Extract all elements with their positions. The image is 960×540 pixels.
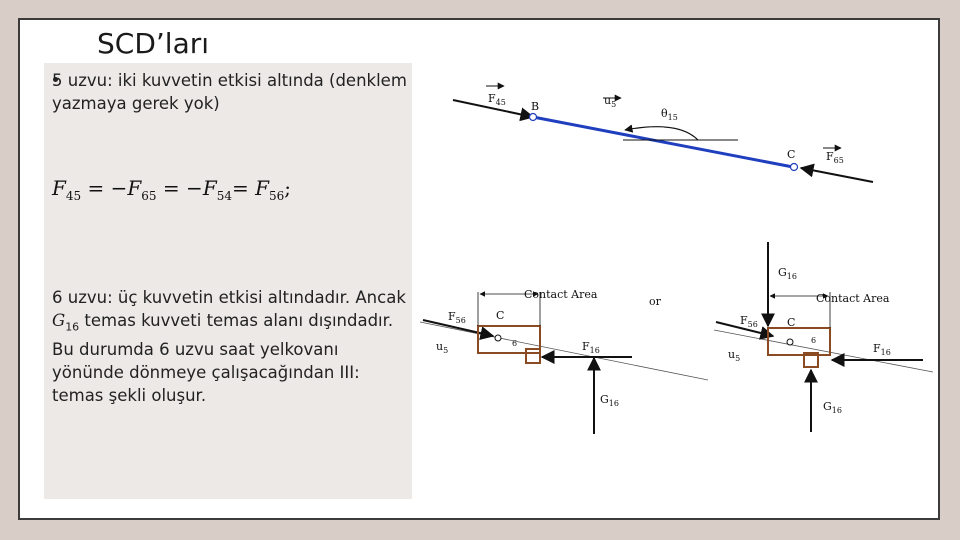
- label-link6: 6: [811, 336, 817, 345]
- label-u5: $u_5$: [604, 94, 617, 109]
- label-C: C: [787, 316, 796, 329]
- slide-line: [420, 322, 708, 380]
- paragraph-link6: 6 uzvu: üç kuvvetin etkisi altındadır. Ancak $G_{16}$ temas kuvveti temas alanı dışındadır. Bu durumda 6 uzvu saat yelkovanı yönünde dönmeye çalışacağından III: temas şekli oluşur.: [52, 288, 406, 406]
- label-u5: $u_5$: [728, 348, 741, 363]
- force-equation: $F_{45} = -F_{65} = -F_{54}= F_{56}$;: [52, 176, 292, 203]
- joint-C: [791, 164, 798, 171]
- link5-bar: [533, 117, 796, 167]
- label-G16-prime: $G_{16}$: [778, 266, 797, 281]
- slider-foot: [526, 349, 540, 363]
- label-F16: $F_{16}$: [582, 340, 600, 355]
- label-F16: $F_{16}$: [873, 342, 891, 357]
- force-arrow-F65: [801, 168, 873, 182]
- paragraph-link5: 5 uzvu: iki kuvvetin etkisi altında (denklem yazmaya gerek yok): [52, 71, 407, 113]
- joint-B: [530, 114, 537, 121]
- slide-line: [714, 330, 933, 372]
- joint-C: [495, 335, 501, 341]
- label-u5: $u_5$: [436, 340, 449, 355]
- label-F56: $F_{56}$: [448, 310, 466, 325]
- link6-diagram-right: [714, 242, 933, 432]
- label-theta15: $\theta_{15}$: [661, 107, 678, 122]
- label-or: or: [649, 295, 661, 308]
- free-body-diagrams: [418, 60, 938, 460]
- slide-title: SCD’ları: [97, 27, 210, 60]
- label-contact-area: Contact Area: [816, 292, 890, 305]
- label-link6: 6: [512, 339, 518, 348]
- label-F56: $F_{56}$: [740, 314, 758, 329]
- label-F45: $F_{45}$: [488, 92, 506, 107]
- label-C: C: [787, 148, 796, 161]
- label-F65: $F_{65}$: [826, 150, 844, 165]
- link5-diagram: [453, 86, 873, 182]
- link6-diagram-left: [420, 288, 708, 434]
- joint-C: [787, 339, 793, 345]
- slider-block: [768, 328, 830, 355]
- label-C: C: [496, 309, 505, 322]
- label-B: B: [531, 100, 540, 113]
- label-G16-double-prime: $G_{16}$: [823, 400, 842, 415]
- label-G16: $G_{16}$: [600, 393, 619, 408]
- text-panel: [44, 63, 412, 499]
- label-contact-area: Contact Area: [524, 288, 598, 301]
